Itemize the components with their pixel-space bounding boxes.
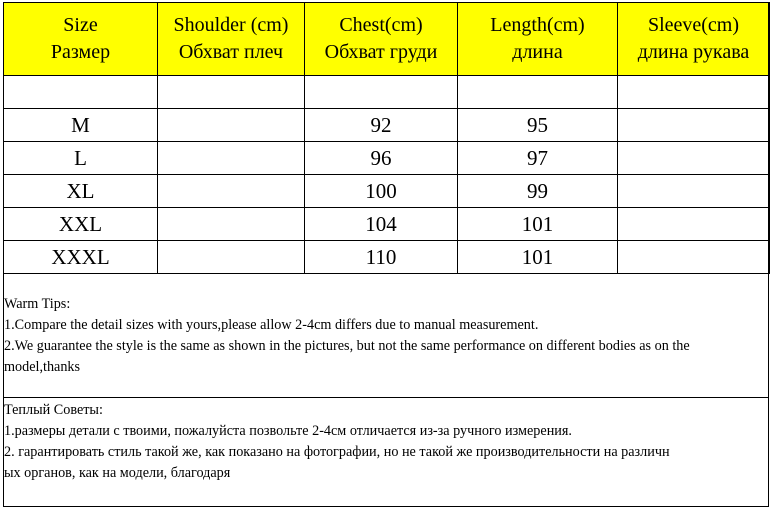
size-cell: M [4,109,158,142]
length-cell: 99 [458,175,618,208]
chest-cell: 96 [305,142,458,175]
tips-line: 1.размеры детали с твоими, пожалуйста позвольте 2-4см отличается из-за ручного измерения. [4,423,572,439]
tips-title: Теплый Советы: [4,402,103,418]
warm-tips-russian [4,400,766,484]
tips-line: model,thanks [4,359,81,375]
size-cell: XL [4,175,158,208]
chest-cell: 110 [305,241,458,274]
tips-line: 1.Compare the detail sizes with yours,please allow 2-4cm differs due to manual measurement. [4,317,539,333]
header-size: Size Размер [4,3,158,76]
header-length: Length(cm) длина [458,3,618,76]
warm-tips-english [4,294,766,378]
header-chest: Chest(cm) Обхват груди [305,3,458,76]
tips-line: 2. гарантировать стиль такой же, как показано на фотографии, но не такой же производительности на различн [4,444,670,460]
header-shoulder: Shoulder (cm) Обхват плеч [158,3,305,76]
length-cell: 101 [458,208,618,241]
chest-cell: 104 [305,208,458,241]
chest-cell: 100 [305,175,458,208]
tips-line: ых органов, как на модели, благодаря [4,465,231,481]
length-cell: 101 [458,241,618,274]
chest-cell: 92 [305,109,458,142]
length-cell: 97 [458,142,618,175]
size-cell: XXXL [4,241,158,274]
size-cell: XXL [4,208,158,241]
size-cell: L [4,142,158,175]
section-divider [3,397,769,398]
tips-line: 2.We guarantee the style is the same as shown in the pictures, but not the same performance on different bodies as on the [4,338,690,354]
length-cell: 95 [458,109,618,142]
header-sleeve: Sleeve(cm) длина рукава [618,3,770,76]
tips-title: Warm Tips: [4,296,71,312]
